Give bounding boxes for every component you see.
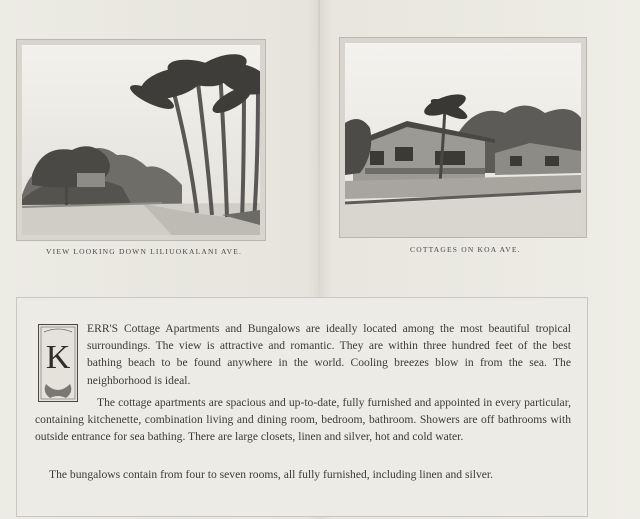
center-fold: [318, 0, 320, 296]
cottages-image: [345, 43, 581, 232]
paragraph-apartments: The cottage apartments are spacious and up-to-date, fully furnished and appointed in every particular, containing kitchenette, combination living and dining room, bedroom, bathroom. Showers are off bathrooms with outside entrance for sea bathing. There are large closets, linen and silver, hot and cold water.: [35, 396, 571, 444]
description-panel: [16, 297, 588, 517]
photo-liliuokalani-ave: [16, 39, 266, 241]
paragraph-bungalows: The bungalows contain from four to seven rooms, all fully furnished, including linen and silver.: [49, 468, 494, 481]
photo-caption-left: VIEW LOOKING DOWN LILIUOKALANI AVE.: [46, 247, 243, 256]
photo-caption-right: COTTAGES ON KOA AVE.: [410, 245, 521, 254]
photo-koa-ave: [339, 37, 587, 238]
street-palms-image: [22, 45, 260, 235]
initial-letter: K: [45, 339, 71, 376]
decorative-initial-k: [38, 324, 78, 402]
paragraph-location: ERR'S Cottage Apartments and Bungalows are ideally located among the most beautiful tropical surroundings. The view is attractive and romantic. They are within three hundred feet of the best bathing beach to be found anywhere in the world. Cooling breezes blow in from the sea. The neighborhood is ideal.: [87, 322, 571, 387]
